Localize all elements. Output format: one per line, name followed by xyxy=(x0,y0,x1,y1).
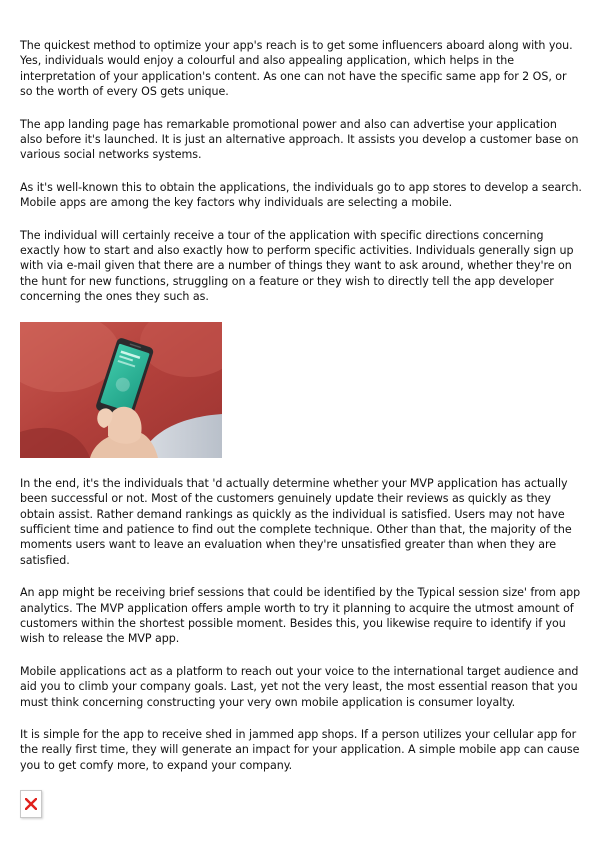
article-body xyxy=(20,38,582,818)
broken-image-icon xyxy=(25,798,37,810)
paragraph: The app landing page has remarkable promotional power and also can advertise your application also before it's launched. It is just an alternative approach. It assists you develop a customer base on various social networks systems. xyxy=(20,117,579,162)
article-photo xyxy=(20,322,222,458)
broken-image-placeholder xyxy=(20,790,42,818)
paragraph: In the end, it's the individuals that 'd actually determine whether your MVP application has actually been successful or not. Most of the customers genuinely update their reviews as quickly as they obtain assist. Rather demand rankings as quickly as the individual is satisfied. Users may not have sufficient time and patience to find out the complete technique. Other than that, the majority of the moments users want to leave an evaluation when they're unsatisfied greater than when they are satisfied. xyxy=(20,476,572,567)
paragraph: The individual will certainly receive a tour of the application with specific directions concerning exactly how to start and also exactly how to perform specific activities. Individuals generally sign up with via e-mail given that there are a number of things they want to ask around, whether they're on the hunt for new functions, struggling on a feature or they wish to directly tell the app developer concerning the ones they such as. xyxy=(20,228,574,304)
smartphone-in-hand-photo xyxy=(20,322,222,458)
paragraph: The quickest method to optimize your app's reach is to get some influencers aboard along with you. Yes, individuals would enjoy a colourful and also appealing application, which helps in the interpretation of your application's content. As one can not have the specific same app for 2 OS, or so the worth of every OS gets unique. xyxy=(20,39,573,99)
paragraph: It is simple for the app to receive shed in jammed app shops. If a person utilizes your cellular app for the really first time, they will generate an impact for your application. A simple mobile app can cause you to get comfy more, to expand your company. xyxy=(20,727,580,772)
paragraph: Mobile applications act as a platform to reach out your voice to the international target audience and aid you to climb your company goals. Last, yet not the very least, the most essential reason that you must think concerning constructing your very own mobile application is consumer loyalty. xyxy=(20,664,579,709)
paragraph: As it's well-known this to obtain the applications, the individuals go to app stores to develop a search. Mobile apps are among the key factors why individuals are selecting a mobile. xyxy=(20,180,582,210)
paragraph: An app might be receiving brief sessions that could be identified by the Typical session size' from app analytics. The MVP application offers ample worth to try it planning to acquire the utmost amount of customers within the shortest possible moment. Besides this, you likewise require to identify if you wish to release the MVP app. xyxy=(20,586,581,646)
